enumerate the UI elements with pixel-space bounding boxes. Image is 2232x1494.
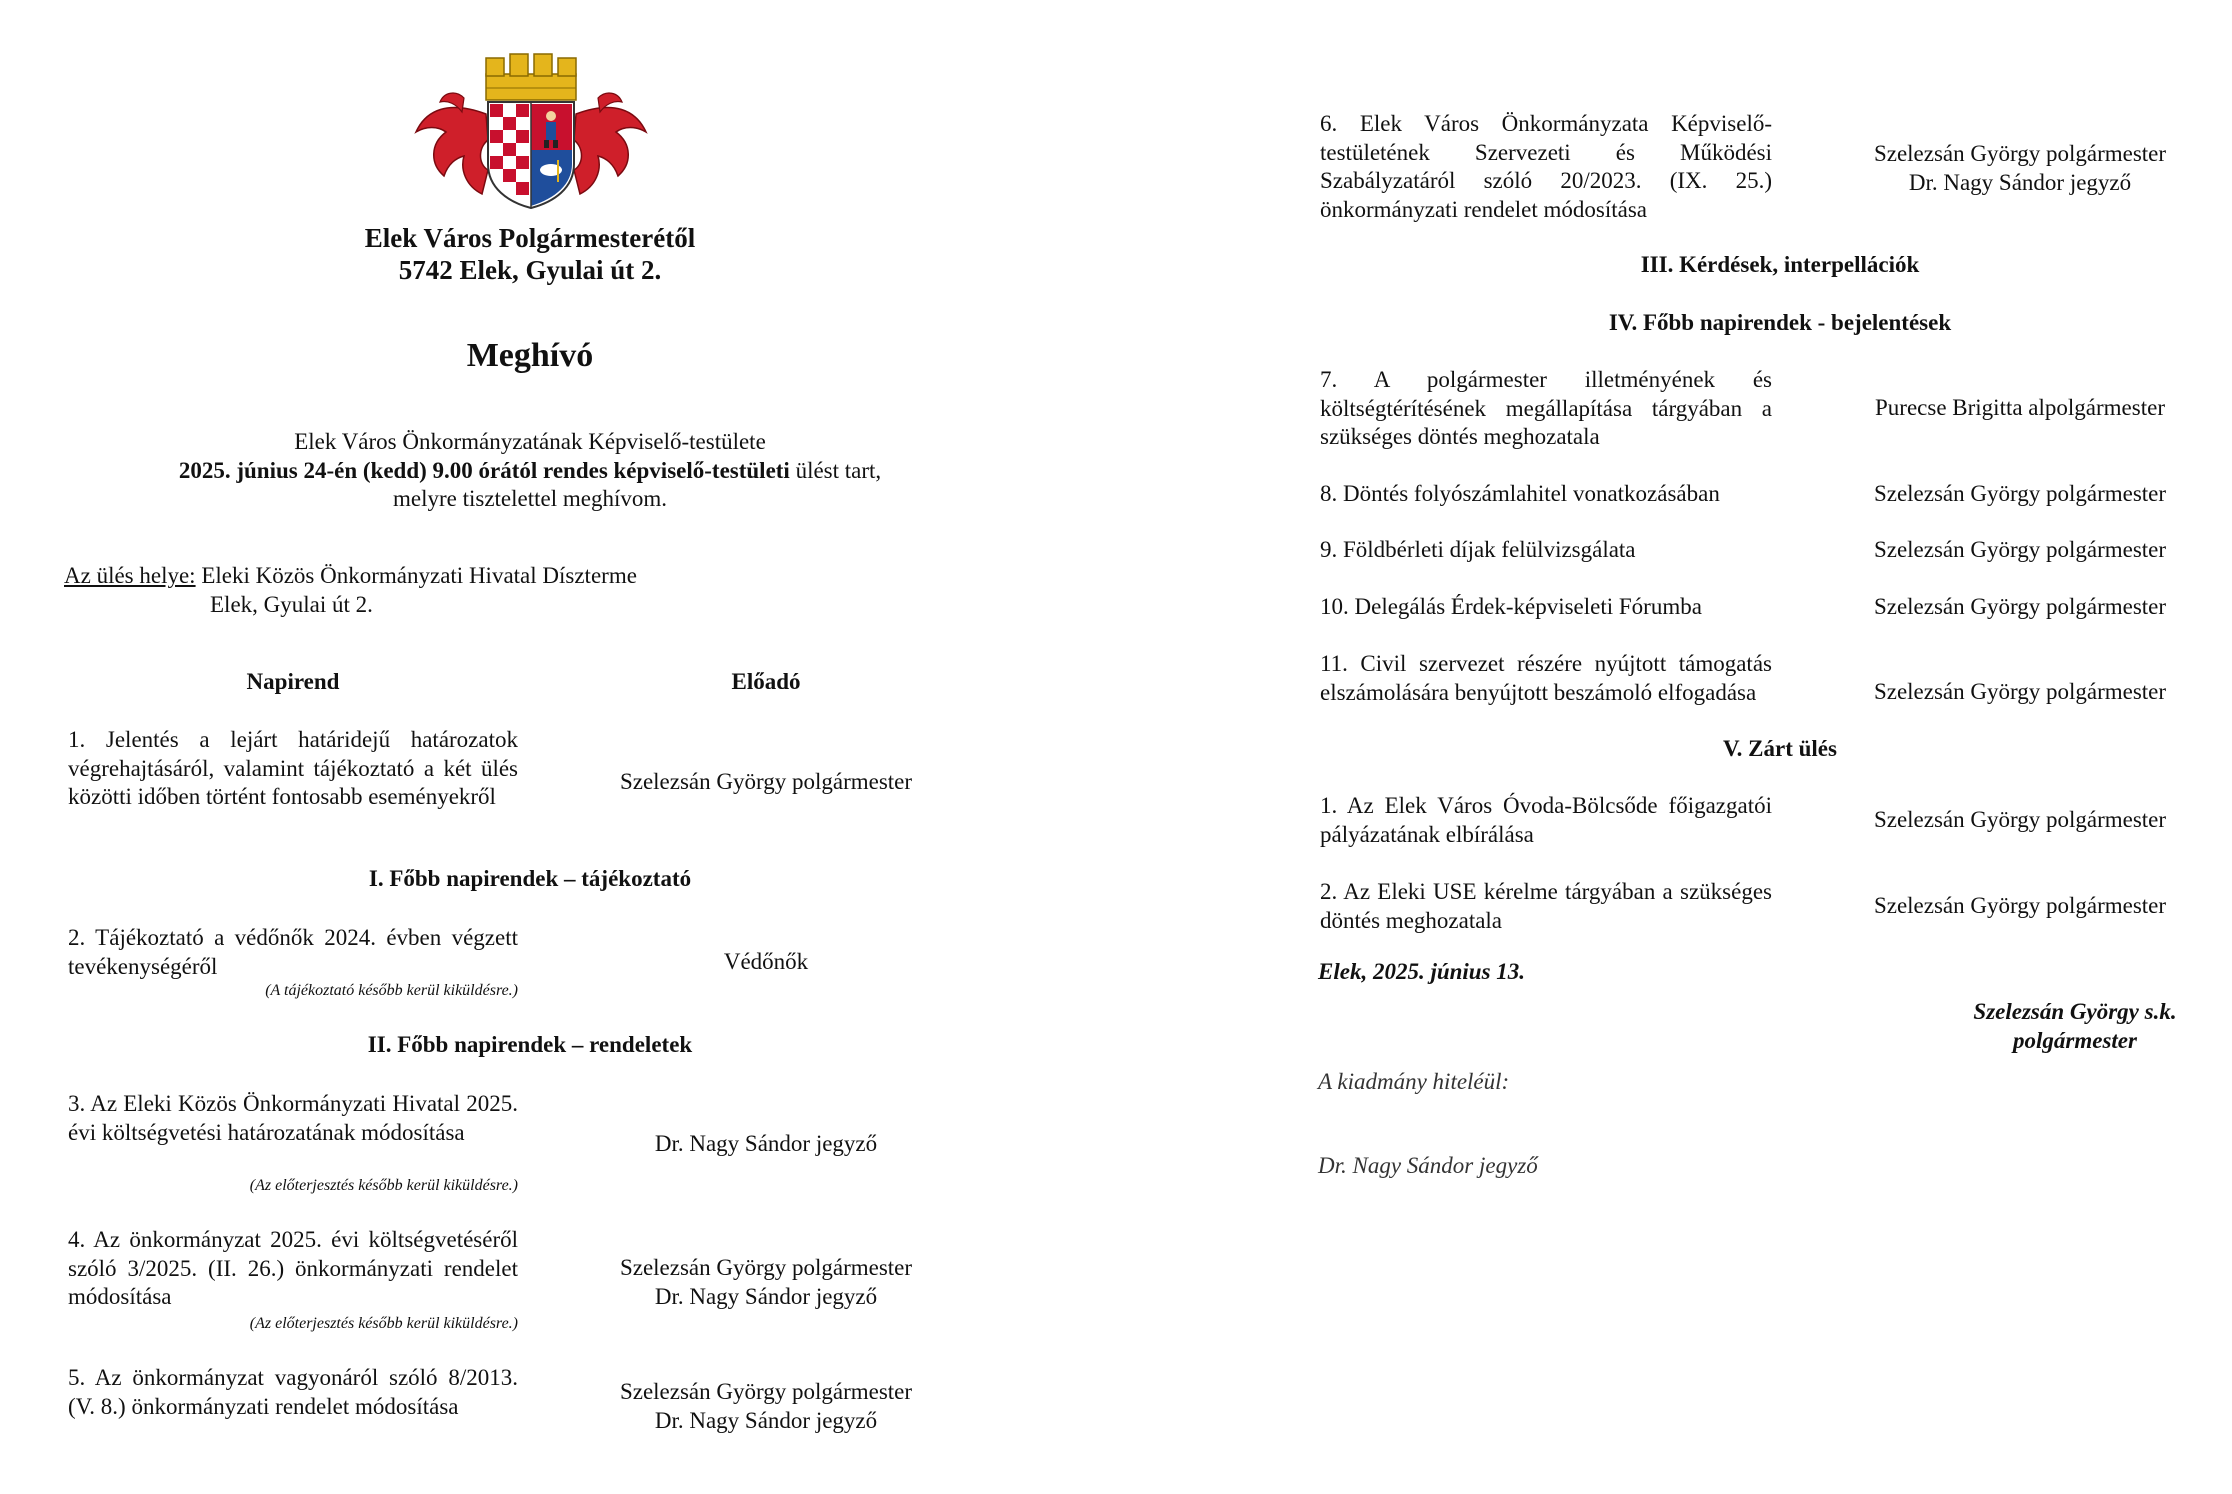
venue-name: Eleki Közös Önkormányzati Hivatal Díszterme (201, 563, 637, 588)
section-heading-2: II. Főbb napirendek – rendeletek (367, 1032, 693, 1057)
presenter-item-6-line-2: Dr. Nagy Sándor jegyző (1908, 169, 2132, 195)
meeting-datetime: 2025. június 24-én (kedd) 9.00 órától rendes képviselő-testületi (178, 457, 790, 483)
presenter-item-1: Szelezsán György polgármester (619, 769, 913, 794)
crown-icon (486, 54, 576, 100)
agenda-item-10: 10. Delegálás Érdek-képviseleti Fórumba (1320, 594, 1702, 619)
agenda-item-1: 1. Jelentés a lejárt határidejű határozatok végrehajtásáról, valamint tájékoztató a két ülés közötti időben történt fontosabb eseményekről (68, 727, 518, 809)
section-heading-1: I. Főbb napirendek – tájékoztató (368, 866, 692, 891)
venue-address: Elek, Gyulai út 2. (210, 591, 373, 617)
presenter-item-6-line-1: Szelezsán György polgármester (1873, 141, 2167, 166)
place-date: Elek, 2025. június 13. (1318, 959, 1526, 984)
presenter-item-6 (1840, 140, 2200, 197)
agenda-item-9: 9. Földbérleti díjak felülvizsgálata (1320, 537, 1636, 562)
presenter-item-11: Szelezsán György polgármester (1873, 679, 2167, 704)
column-header-presenter: Előadó (731, 669, 801, 694)
venue-label: Az ülés helye: (64, 563, 196, 588)
agenda-item-3: 3. Az Eleki Közös Önkormányzati Hivatal 2025. évi költségvetési határozatának módosítása (68, 1091, 518, 1145)
presenter-item-5-line-2: Dr. Nagy Sándor jegyző (654, 1407, 878, 1433)
presenter-item-2: Védőnők (723, 949, 809, 974)
presenter-item-4 (588, 1254, 944, 1311)
item-3-note: (Az előterjesztés később kerül kiküldésre.) (249, 1177, 518, 1194)
certifier-name: Dr. Nagy Sándor jegyző (1318, 1153, 1538, 1178)
presenter-item-10: Szelezsán György polgármester (1873, 594, 2167, 619)
intro-line-2-rest: ülést tart, (789, 457, 882, 483)
signer-name: Szelezsán György s.k. (1973, 999, 2177, 1024)
document-title: Meghívó (466, 337, 594, 374)
agenda-item-6: 6. Elek Város Önkormányzata Képviselő-testületének Szervezeti és Működési Szabályzatáról szóló 20/2023. (IX. 25.) önkormányzati rendelet módosítása (1320, 111, 1772, 222)
intro-line-1: Elek Város Önkormányzatának Képviselő-testülete (294, 429, 766, 454)
item-4-note: (Az előterjesztés később kerül kiküldésre.) (249, 1315, 518, 1332)
agenda-item-2: 2. Tájékoztató a védőnők 2024. évben végzett tevékenységéről (68, 925, 518, 979)
agenda-item-11: 11. Civil szervezet részére nyújtott támogatás elszámolására benyújtott beszámoló elfogadása (1320, 651, 1772, 705)
venue-block (64, 562, 964, 619)
column-header-agenda: Napirend (246, 669, 340, 694)
closed-item-1: 1. Az Elek Város Óvoda-Bölcsőde főigazgatói pályázatának elbírálása (1320, 793, 1772, 847)
agenda-item-7: 7. A polgármester illetményének és költségtérítésének megállapítása tárgyában a szükséges döntés meghozatala (1320, 367, 1772, 449)
closed-item-2: 2. Az Eleki USE kérelme tárgyában a szükséges döntés meghozatala (1320, 879, 1772, 933)
presenter-item-3: Dr. Nagy Sándor jegyző (654, 1131, 878, 1156)
intro-line-2 (60, 457, 1000, 486)
presenter-closed-item-1: Szelezsán György polgármester (1873, 807, 2167, 832)
presenter-item-8: Szelezsán György polgármester (1873, 481, 2167, 506)
agenda-item-4: 4. Az önkormányzat 2025. évi költségvetéséről szóló 3/2025. (II. 26.) önkormányzati rendelet módosítása (68, 1227, 518, 1309)
agenda-item-8: 8. Döntés folyószámlahitel vonatkozásában (1320, 481, 1720, 506)
section-heading-3: III. Kérdések, interpellációk (1640, 252, 1920, 277)
intro-block (60, 428, 1000, 514)
presenter-item-4-line-1: Szelezsán György polgármester (619, 1255, 913, 1280)
agenda-item-5: 5. Az önkormányzat vagyonáról szóló 8/2013. (V. 8.) önkormányzati rendelet módosítása (68, 1365, 518, 1419)
presenter-item-4-line-2: Dr. Nagy Sándor jegyző (654, 1283, 878, 1309)
section-heading-4: IV. Főbb napirendek - bejelentések (1608, 310, 1952, 335)
certify-label: A kiadmány hiteléül: (1318, 1069, 1510, 1094)
presenter-closed-item-2: Szelezsán György polgármester (1873, 893, 2167, 918)
presenter-item-9: Szelezsán György polgármester (1873, 537, 2167, 562)
coat-of-arms-logo (408, 52, 654, 210)
signer-role: polgármester (2013, 1027, 2137, 1053)
issuer-address: 5742 Elek, Gyulai út 2. (398, 255, 662, 285)
issuer-title: Elek Város Polgármesterétől (364, 223, 696, 253)
venue-line-1 (64, 562, 964, 591)
presenter-item-7: Purecse Brigitta alpolgármester (1875, 395, 2165, 420)
intro-line-3: melyre tisztelettel meghívom. (392, 486, 667, 511)
signature-block (1940, 998, 2210, 1055)
item-2-note: (A tájékoztató később kerül kiküldésre.) (265, 982, 518, 999)
presenter-item-5-line-1: Szelezsán György polgármester (619, 1379, 913, 1404)
presenter-item-5 (588, 1378, 944, 1435)
section-heading-5: V. Zárt ülés (1723, 736, 1837, 761)
